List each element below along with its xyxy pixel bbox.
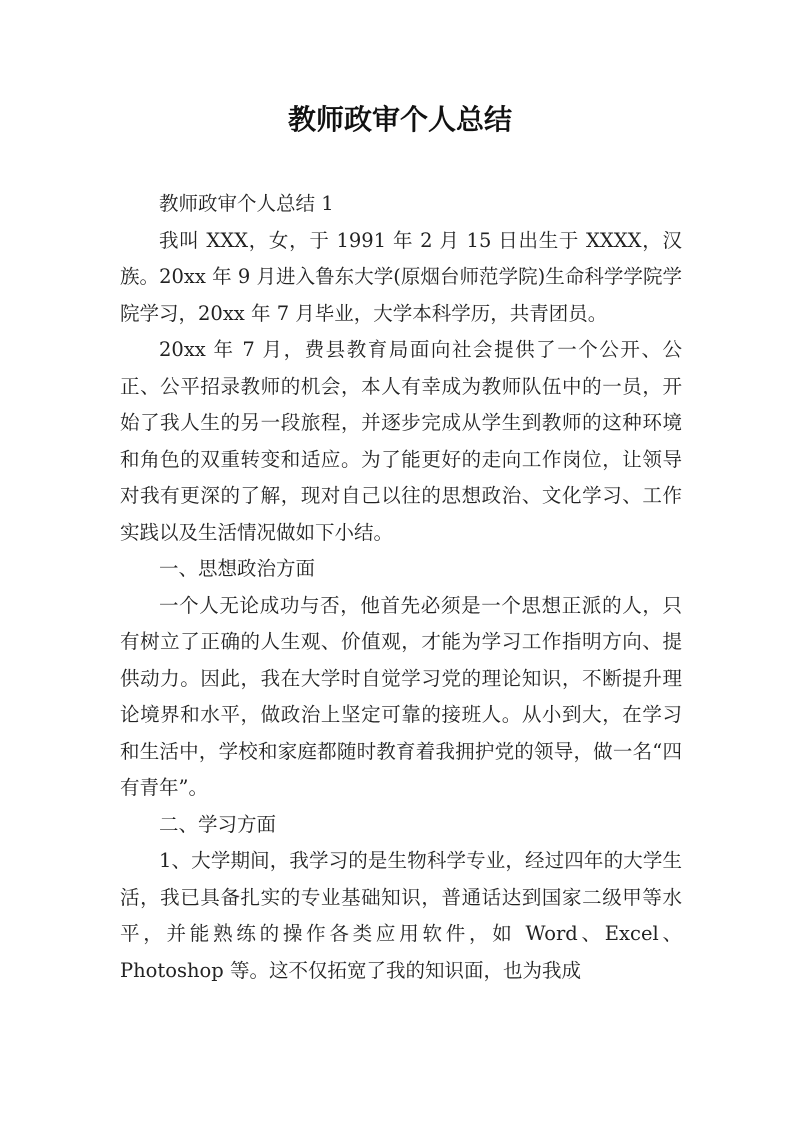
paragraph-personal-info: 我叫 XXX，女，于 1991 年 2 月 15 日出生于 XXXX，汉族。20xx 年 9 月进入鲁东大学(原烟台师范学院)生命科学学院学院学习，20xx 年 7 月毕业，大学本科学历，共青团员。 bbox=[120, 228, 682, 325]
section-heading: 教师政审个人总结 1 bbox=[159, 192, 334, 215]
paragraph-ideology: 一个人无论成功与否，他首先必须是一个思想正派的人，只有树立了正确的人生观、价值观，才能为学习工作指明方向、提供动力。因此，我在大学时自觉学习党的理论知识，不断提升理论境界和水平，做政治上坚定可靠的接班人。从小到大，在学习和生活中，学校和家庭都随时教育着我拥护党的领导，做一名“四有青年”。 bbox=[120, 593, 682, 799]
section-heading-study: 二、学习方面 bbox=[159, 812, 277, 836]
section-heading-ideology: 一、思想政治方面 bbox=[159, 557, 316, 580]
paragraph-introduction: 20xx 年 7 月，费县教育局面向社会提供了一个公开、公正、公平招录教师的机会，本人有幸成为教师队伍中的一员，开始了我人生的另一段旅程，并逐步完成从学生到教师的这种环境和角色的双重转变和适应。为了能更好的走向工作岗位，让领导对我有更深的了解，现对自己以往的思想政治、文化学习、工作实践以及生活情况做如下小结。 bbox=[120, 338, 682, 544]
paragraph-study: 1、大学期间，我学习的是生物科学专业，经过四年的大学生活，我已具备扎实的专业基础知识，普通话达到国家二级甲等水平，并能熟练的操作各类应用软件，如 Word、Excel、Photoshop 等。这不仅拓宽了我的知识面，也为我成 bbox=[120, 849, 682, 982]
document-body bbox=[120, 186, 682, 989]
document-title: 教师政审个人总结 bbox=[287, 103, 512, 136]
